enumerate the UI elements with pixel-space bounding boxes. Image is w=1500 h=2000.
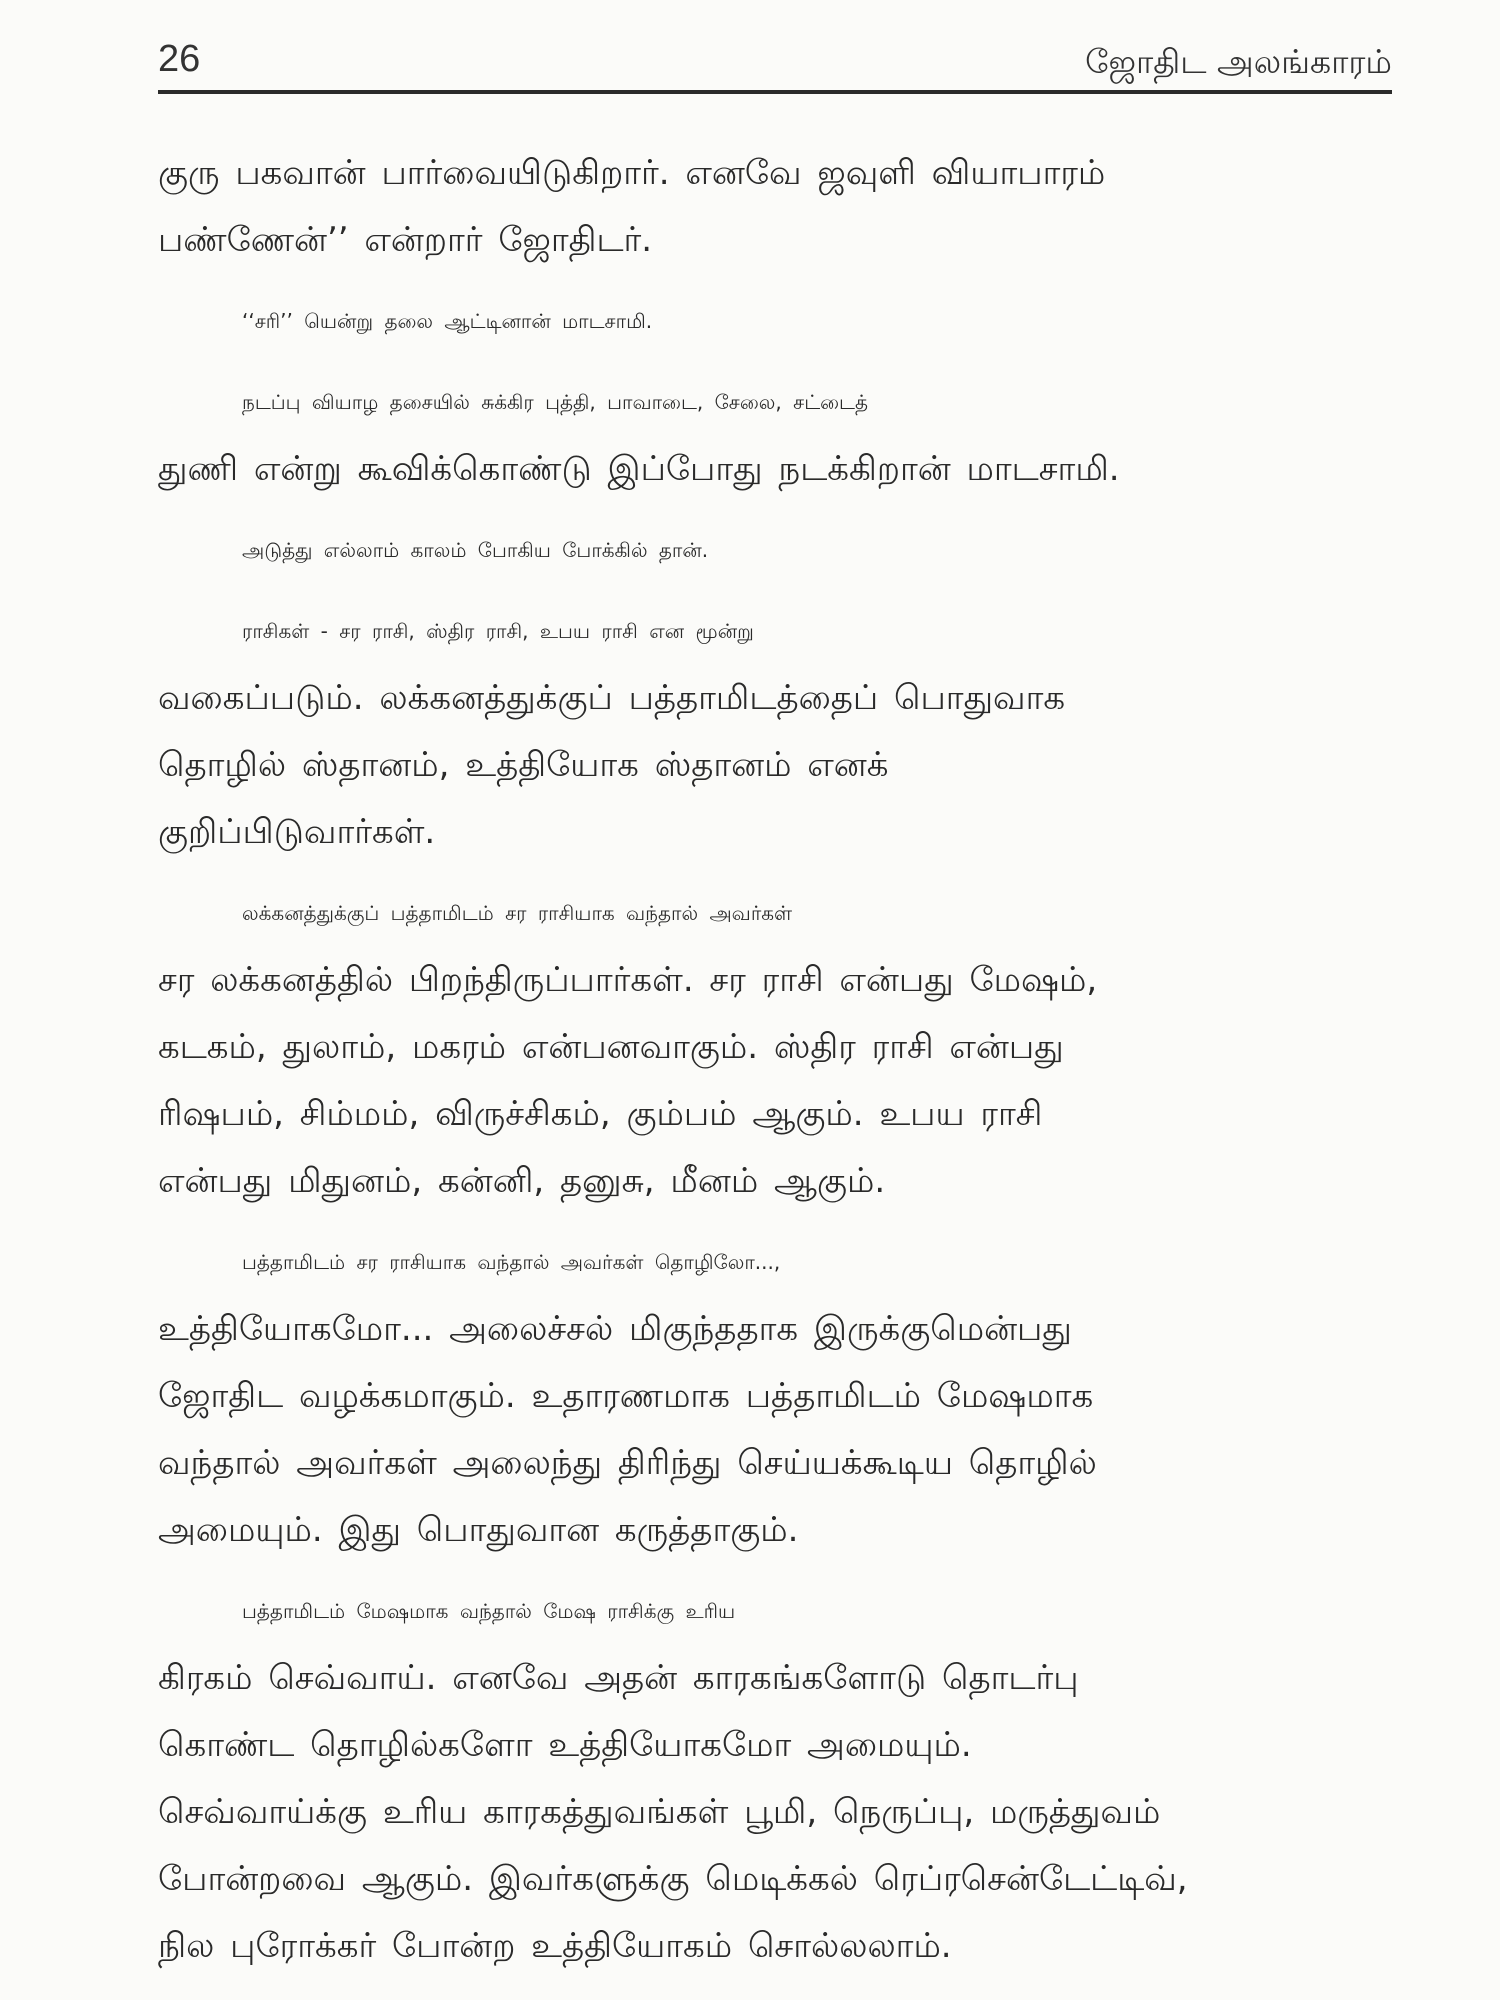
text-line: பத்தாமிடம் மேஷமாக வந்தால் மேஷ ராசிக்கு உரிய: [242, 1599, 736, 1623]
text-line: வகைப்படும். லக்கனத்துக்குப் பத்தாமிடத்தைப் பொதுவாக: [158, 678, 1066, 718]
text-line: ரிஷபம், சிம்மம், விருச்சிகம், கும்பம் ஆகும். உபய ராசி: [158, 1094, 1043, 1134]
text-line: குறிப்பிடுவார்கள்.: [158, 812, 436, 852]
text-line: வந்தால் அவர்கள் அலைந்து திரிந்து செய்யக்கூடிய தொழில்: [158, 1443, 1097, 1483]
text-line: பத்தாமிடம் சர ராசியாக வந்தால் அவர்கள் தொழிலோ...,: [242, 1250, 781, 1274]
text-line: கிரகம் செவ்வாய். எனவே அதன் காரகங்களோடு தொடர்பு: [158, 1658, 1079, 1698]
text-line: அடுத்து எல்லாம் காலம் போகிய போக்கில் தான்.: [242, 538, 709, 562]
text-line: ராசிகள் - சர ராசி, ஸ்திர ராசி, உபய ராசி என மூன்று: [242, 619, 754, 643]
text-line: சர லக்கனத்தில் பிறந்திருப்பார்கள். சர ராசி என்பது மேஷம்,: [158, 960, 1098, 1000]
paragraph: [158, 517, 1392, 584]
header-rule: [158, 90, 1392, 94]
paragraph: [158, 369, 1392, 503]
paragraph: [158, 1578, 1392, 1980]
paragraph: [158, 1229, 1392, 1564]
text-line: ஜோதிட வழக்கமாகும். உதாரணமாக பத்தாமிடம் மேஷமாக: [158, 1376, 1094, 1416]
text-line: கடகம், துலாம், மகரம் என்பனவாகும். ஸ்திர ராசி என்பது: [158, 1027, 1064, 1067]
text-line: ‘‘சரி’’ யென்று தலை ஆட்டினான் மாடசாமி.: [242, 309, 653, 333]
paragraph: [158, 140, 1392, 274]
page-number: 26: [158, 38, 201, 80]
text-line: நடப்பு வியாழ தசையில் சுக்கிர புத்தி, பாவாடை, சேலை, சட்டைத்: [242, 390, 868, 414]
text-line: என்பது மிதுனம், கன்னி, தனுசு, மீனம் ஆகும்.: [158, 1161, 886, 1201]
text-line: உத்தியோகமோ... அலைச்சல் மிகுந்ததாக இருக்குமென்பது: [158, 1309, 1072, 1349]
paragraph: [158, 288, 1392, 355]
text-line: துணி என்று கூவிக்கொண்டு இப்போது நடக்கிறான் மாடசாமி.: [158, 449, 1120, 489]
text-line: குரு பகவான் பார்வையிடுகிறார். எனவே ஜவுளி வியாபாரம்: [158, 153, 1106, 193]
text-line: லக்கனத்துக்குப் பத்தாமிடம் சர ராசியாக வந்தால் அவர்கள்: [242, 901, 793, 925]
text-line: நில புரோக்கர் போன்ற உத்தியோகம் சொல்லலாம்.: [158, 1926, 952, 1966]
text-line: பண்ணேன்’’ என்றார் ஜோதிடர்.: [158, 220, 653, 260]
paragraph: [158, 598, 1392, 866]
running-title: ஜோதிட அலங்காரம்: [1085, 42, 1392, 81]
body-text: [158, 140, 1392, 1994]
text-line: போன்றவை ஆகும். இவர்களுக்கு மெடிக்கல் ரெப்ரசென்டேட்டிவ்,: [158, 1859, 1188, 1899]
text-line: அமையும். இது பொதுவான கருத்தாகும்.: [158, 1510, 799, 1550]
paragraph: [158, 880, 1392, 1215]
text-line: செவ்வாய்க்கு உரிய காரகத்துவங்கள் பூமி, நெருப்பு, மருத்துவம்: [158, 1792, 1161, 1832]
text-line: தொழில் ஸ்தானம், உத்தியோக ஸ்தானம் எனக்: [158, 745, 889, 785]
page-header: [158, 38, 1392, 90]
text-line: கொண்ட தொழில்களோ உத்தியோகமோ அமையும்.: [158, 1725, 972, 1765]
